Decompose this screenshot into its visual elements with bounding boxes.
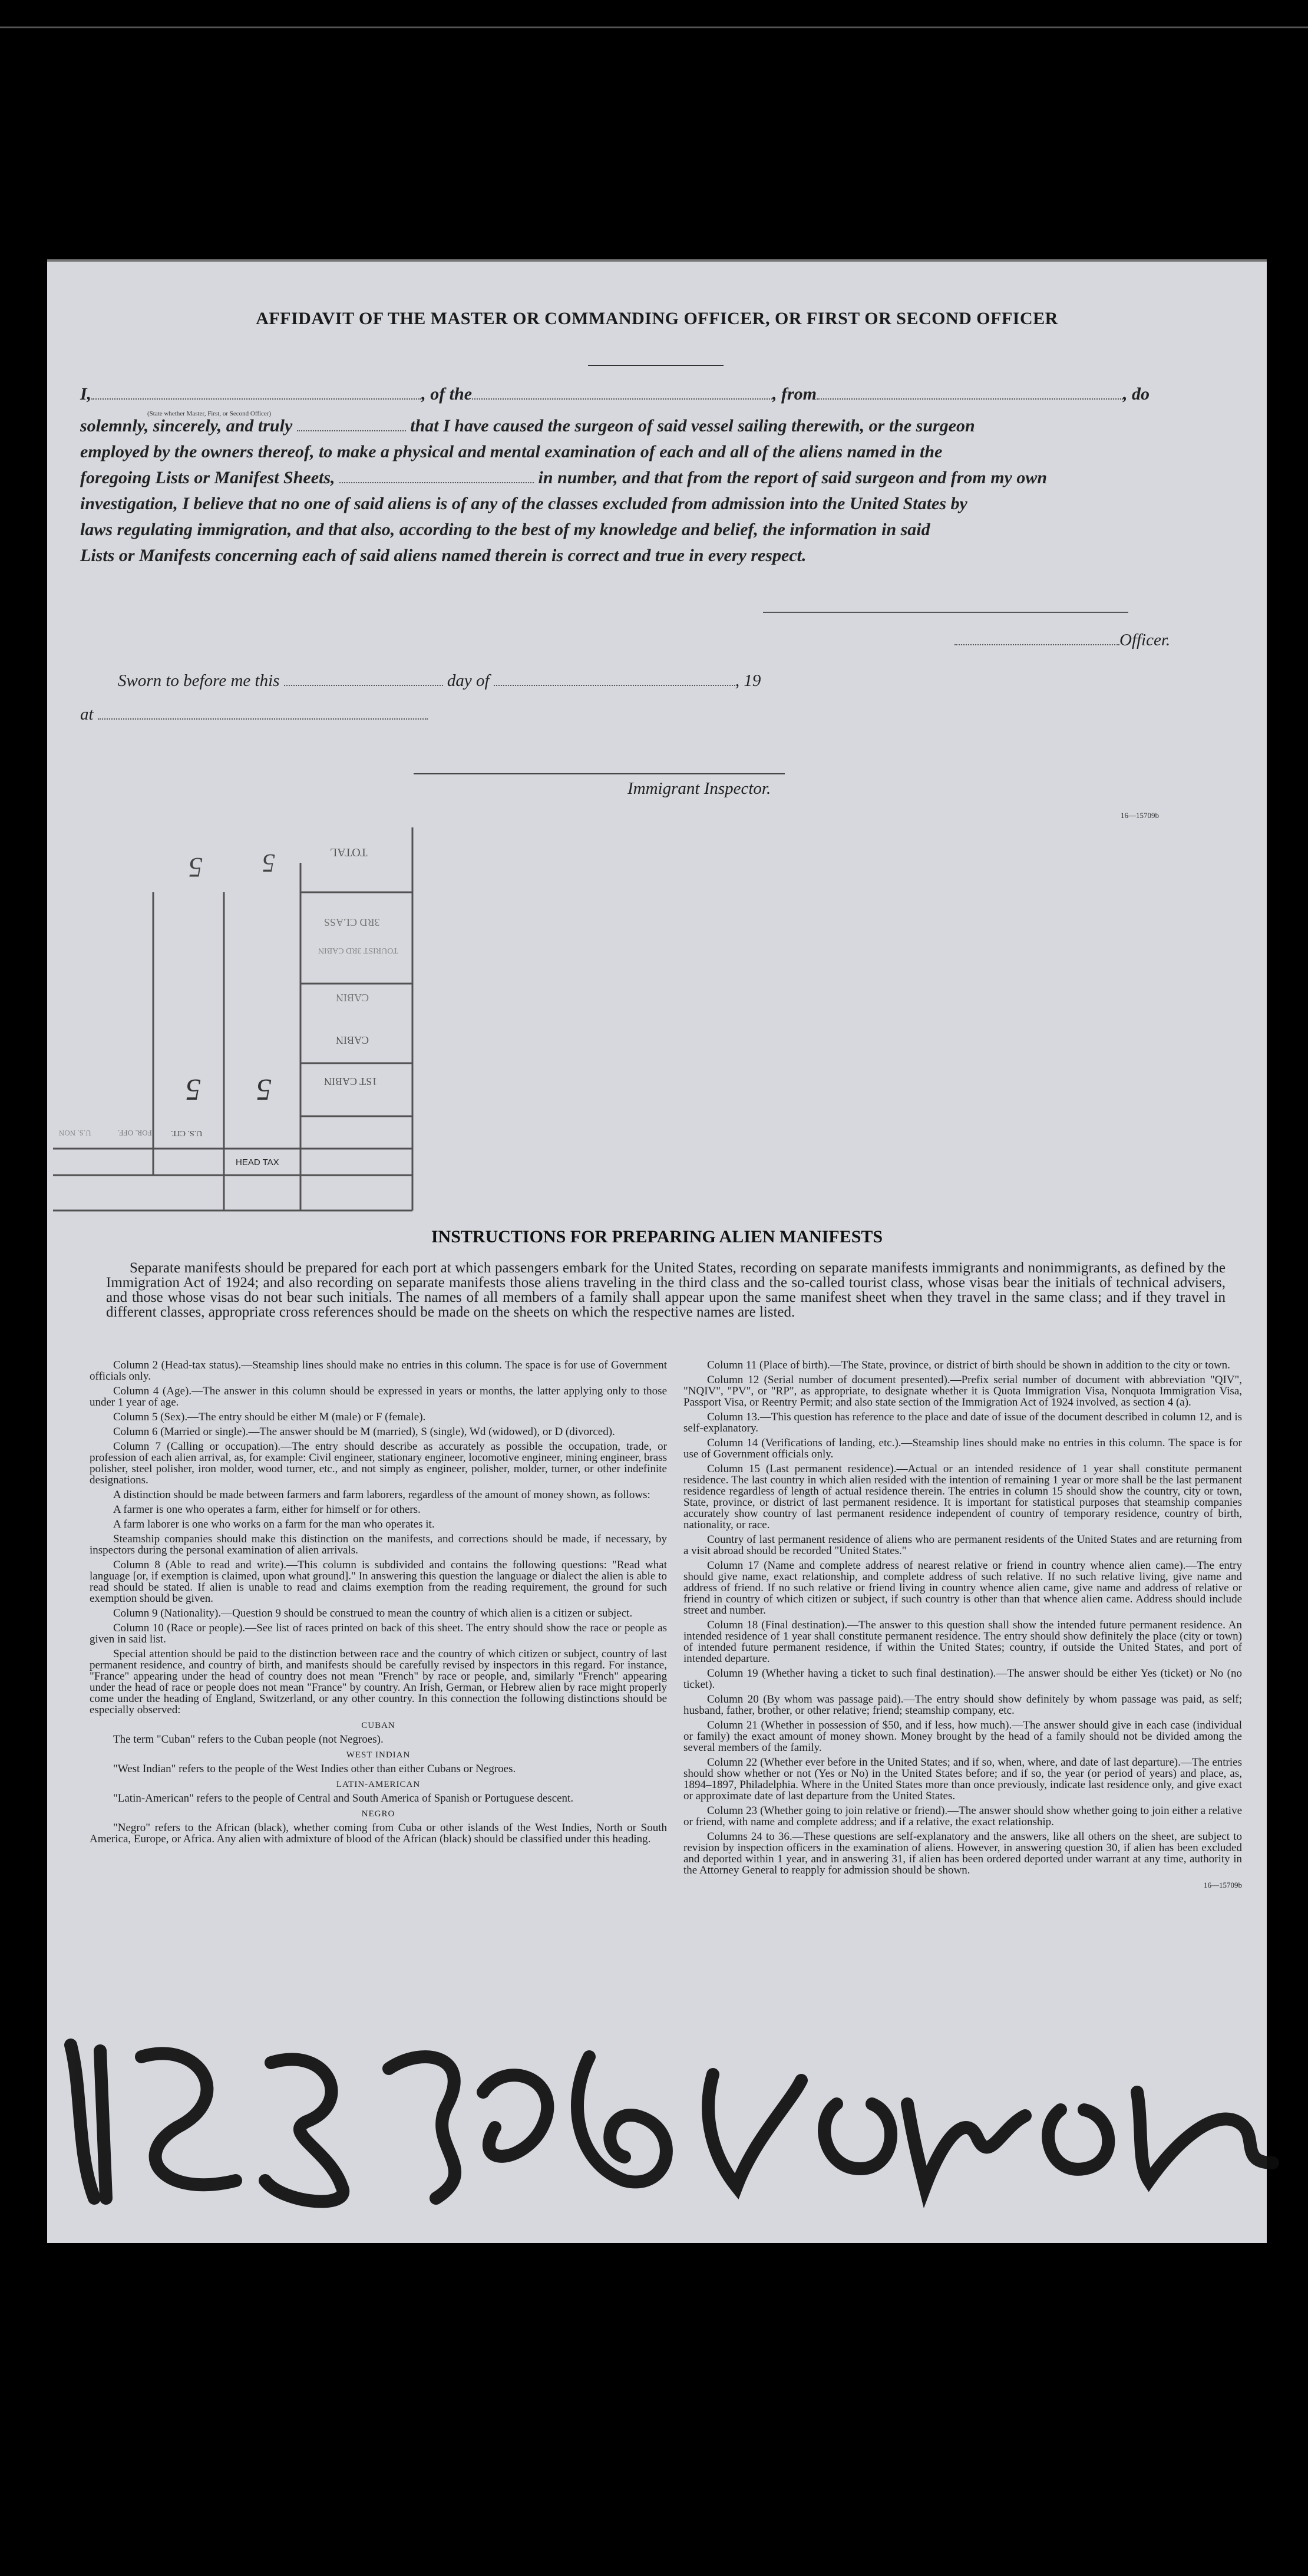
sworn-label: Sworn to before me this: [118, 671, 280, 690]
year-label: , 19: [735, 671, 761, 690]
instruction-us-residents: Country of last permanent residence of aliens who are permanent residents of the United States and are returning from a visit abroad should be recorded "United States.": [683, 1533, 1242, 1557]
instruction-steamship: Steamship companies should make this distinction on the manifests, and corrections should be made, if necessary, by inspectors during the personal examination of alien arrivals.: [90, 1533, 667, 1556]
instruction-col15: Column 15 (Last permanent residence).—Actual or an intended residence of 1 year shall constitute permanent residence. The last country in which alien resided with the intention of remaining 1 year or more shall be the last permanent residence regardless of length of actual residence therein. The entries in column 15 should show the country, city or town, State, province, or district of last permanent residence. It is important for statistical purposes that steamship companies accurately show country of last permanent residence independent of country of temporary residence, country of birth, nationality, or race.: [683, 1463, 1242, 1531]
day-of-label: day of: [447, 671, 490, 690]
officer-label: Officer.: [1119, 631, 1171, 649]
officer-blank[interactable]: [954, 644, 1119, 645]
instruction-col2: Column 2 (Head-tax status).—Steamship lines should make no entries in this column. The space is for use of Government officials only.: [90, 1359, 667, 1383]
instruction-col6: Column 6 (Married or single).—The answer should be M (married), S (single), Wd (widowed), or D (divorced).: [113, 1426, 615, 1438]
instruction-col23: Column 23 (Whether going to join relative or friend).—The answer should show whether going to join either a relative or friend, with name and complete address; and if a relative, the exact relationship.: [683, 1805, 1242, 1828]
affidavit-line-1: [80, 384, 1150, 404]
instruction-col20: Column 20 (By whom was passage paid).—The entry should show definitely by whom passage was paid, as self; husband, father, brother, or other relative; friend; steamship company, etc.: [683, 1693, 1242, 1717]
name-blank[interactable]: [91, 398, 421, 400]
stamp-label-cabin-b: CABIN: [336, 1034, 369, 1046]
stamp-mark-1: 5: [189, 852, 203, 883]
line2-end: that I have caused the surgeon of said vessel sailing therewith, or the surgeon: [410, 416, 975, 436]
stamp-label-for-off: FOR. OFF.: [118, 1129, 152, 1137]
instruction-col17: Column 17 (Name and complete address of nearest relative or friend in country whence alien came).—The entry should give name, exact relationship, and complete address of such relative. If no such relative living, give name and address of friend. If no such relative or friend living in country whence alien came, give name and address of relative or friend in country of which citizen or subject, if such country is other than that whence alien came. Address should include street and number.: [683, 1559, 1242, 1617]
at-place-blank[interactable]: [98, 718, 428, 720]
word-i: I,: [80, 384, 92, 404]
instruction-farm-distinction: A distinction should be made between farmers and farm laborers, regardless of the amount of money shown, as follows:: [113, 1489, 650, 1501]
document-page: [47, 259, 1267, 2243]
stamp-label-us-non: U.S. NON: [59, 1129, 91, 1137]
instruction-col8: Column 8 (Able to read and write).—This column is subdivided and contains the following questions: "Read what language [or, if exemption is claimed, upon what ground]." In answering this question the language or dialect the alien is able to read should be stated. If alien is unable to read and claims exemption from the reading requirement, the ground for such exemption should be given.: [90, 1559, 667, 1605]
stamp-label-us-cit: U.S. CIT.: [171, 1129, 203, 1137]
instruction-col13: Column 13.—This question has reference to the place and date of issue of the document described in column 12, and is self-explanatory.: [683, 1411, 1242, 1434]
instruction-col22: Column 22 (Whether ever before in the United States; and if so, when, where, and date of last departure).—The entries should show whether or not (Yes or No) in the United States before; and if so, the year (or period of years) and place, as, 1894–1897, Philadelphia. Where in the United States more than once previously, indicate last residence only, and give exact or approximate date of last departure from the United States.: [683, 1756, 1242, 1802]
inspector-signature-line: [414, 773, 785, 774]
heading-cuban: CUBAN: [361, 1721, 395, 1730]
instruction-special: Special attention should be paid to the distinction between race and the country of which citizen or subject, country of last permanent residence, and country of birth, and manifests should be carefully revised by inspectors in this regard. For instance, "France" appearing under the head of country does not mean "French" by race or people, and, similarly "French" appearing under the head of race or people does not mean "France" by country. An Irish, German, or Hebrew alien by race might properly come under the heading of England, Switzerland, or any other country. In this connection the following distinctions should be especially observed:: [90, 1648, 667, 1716]
sworn-day-blank[interactable]: [284, 685, 443, 686]
sworn-month-blank[interactable]: [494, 685, 735, 686]
heading-latin-american: LATIN-AMERICAN: [336, 1780, 421, 1789]
instruction-col11: Column 11 (Place of birth).—The State, province, or district of birth should be shown in addition to the city or town.: [707, 1359, 1230, 1371]
instructions-intro: Separate manifests should be prepared for each port at which passengers embark for the United States, recording on separate manifests immigrants and nonimmigrants, as defined by the Immigration Act of 1924; and also recording on separate manifests those aliens traveling in the third class and the so-called tourist class, whose visas bear the initials of technical advisers, and those whose visas do not bear such initials. The names of all members of a family shall appear upon the same manifest sheet when they travel in the same class; and if they travel in different classes, appropriate cross references should be made on the sheets on which the respective names are listed.: [106, 1260, 1226, 1320]
affidavit-line-6: laws regulating immigration, and that also, according to the best of my knowledge and belief, the information in said: [80, 520, 930, 539]
number-blank[interactable]: [339, 482, 534, 483]
instruction-col10: Column 10 (Race or people).—See list of races printed on back of this sheet. The entry should show the race or people as given in said list.: [90, 1622, 667, 1645]
instruction-col24-36: Columns 24 to 36.—These questions are self-explanatory and the answers, like all others on the sheet, are subject to revision by inspection officers in the examination of aliens. However, in answering question 30, if alien has been excluded and deported within 1 year, and in answering 31, if alien has been ordered deported under warrant at any time, authority in the Attorney General to reapply for admission should be shown.: [683, 1830, 1242, 1876]
instruction-west-indian: "West Indian" refers to the people of the West Indies other than either Cubans or Negroes.: [113, 1763, 516, 1775]
at-label: at: [80, 705, 94, 724]
stamp-mark-3: 5: [186, 1073, 201, 1106]
instructions-left-column: [90, 1360, 667, 1848]
affidavit-line-3: employed by the owners thereof, to make a physical and mental examination of each and all of the aliens named in the: [80, 442, 943, 461]
inspector-label: Immigrant Inspector.: [627, 779, 771, 798]
at-line: [80, 705, 428, 724]
instruction-latin-american: "Latin-American" refers to the people of Central and South America of Spanish or Portuguese descent.: [113, 1792, 574, 1805]
line2-start: solemnly, sincerely, and truly: [80, 416, 293, 436]
word-from: , from: [772, 384, 817, 404]
stamp-label-cabin-a: CABIN: [336, 992, 369, 1004]
stamp-label-total: TOTAL: [330, 846, 368, 859]
word-do: , do: [1123, 384, 1150, 404]
stamp-label-head-tax: HEAD TAX: [236, 1157, 279, 1167]
instruction-cuban: The term "Cuban" refers to the Cuban people (not Negroes).: [113, 1733, 384, 1746]
affidavit-line-5: investigation, I believe that no one of said aliens is of any of the classes excluded from admission into the United States by: [80, 494, 967, 513]
heading-negro: NEGRO: [361, 1809, 395, 1819]
vessel-blank[interactable]: [472, 398, 772, 400]
top-border: [0, 27, 1308, 28]
line4-end: in number, and that from the report of said surgeon and from my own: [538, 468, 1048, 487]
instruction-col4: Column 4 (Age).—The answer in this column should be expressed in years or months, the latter applying only to those under 1 year of age.: [90, 1385, 667, 1409]
instruction-farm-laborer: A farm laborer is one who works on a farm for the man who operates it.: [113, 1518, 435, 1531]
stamp-mark-2: 5: [262, 849, 275, 878]
instruction-col12: Column 12 (Serial number of document presented).—Prefix serial number of document with abbreviation "QIV", "NQIV", "PV", or "RP", as appropriate, to designate whether it is Quota Immigration Visa, Nonquota Immigration Visa, Passport Visa, or Reentry Permit; and also state section of the Immigration Act of 1924 involved, as section 4 (a).: [683, 1374, 1242, 1409]
heading-west-indian: WEST INDIAN: [346, 1750, 411, 1760]
stamp-labels: [47, 827, 424, 1216]
instruction-col18: Column 18 (Final destination).—The answer to this question shall show the intended future permanent residence. An intended residence of 1 year shall constitute permanent residence. The entry should show definitely the place (city or town) of intended future permanent residence, if within the United States; country, if outside the United States, and port of intended departure.: [683, 1619, 1242, 1665]
instructions-right-column: [683, 1360, 1242, 1894]
form-number-bottom: 16—15709b: [1204, 1881, 1242, 1889]
affidavit-title: AFFIDAVIT OF THE MASTER OR COMMANDING OFFICER, OR FIRST OR SECOND OFFICER: [256, 309, 1058, 328]
officer-line: [954, 631, 1170, 650]
affidavit-line-4: [80, 468, 1047, 488]
instruction-negro: "Negro" refers to the African (black), whether coming from Cuba or other islands of the West Indies, North or South America, Europe, or Africa. Any alien with admixture of blood of the African (black) should be classified under this heading.: [90, 1822, 667, 1845]
line4-start: foregoing Lists or Manifest Sheets,: [80, 468, 335, 487]
instruction-col7: Column 7 (Calling or occupation).—The entry should describe as accurately as possible the occupation, trade, or profession of each alien arrival, as, for example: Civil engineer, stationary engineer, locomotive engineer, mining engineer, brass polisher, steel polisher, iron molder, wood turner, etc., and not simply as engineer, polisher, molder, turner, or other indefinite designations.: [90, 1440, 667, 1486]
stamp-mark-4: 5: [256, 1073, 272, 1106]
manner-blank[interactable]: [297, 430, 406, 431]
instruction-farmer: A farmer is one who operates a farm, either for himself or for others.: [113, 1503, 421, 1516]
handwritten-scrawl: [59, 2021, 1284, 2210]
instruction-col5: Column 5 (Sex).—The entry should be either M (male) or F (female).: [113, 1411, 426, 1423]
port-blank[interactable]: [817, 398, 1123, 400]
signature-line: [763, 612, 1128, 613]
stamp-label-tourist: TOURIST 3RD CABIN: [318, 946, 398, 955]
instructions-title: INSTRUCTIONS FOR PREPARING ALIEN MANIFESTS: [431, 1227, 883, 1246]
instruction-col19: Column 19 (Whether having a ticket to such final destination).—The answer should be either Yes (ticket) or No (no ticket).: [683, 1667, 1242, 1691]
title-underline: [588, 365, 724, 366]
affidavit-line-7: Lists or Manifests concerning each of said aliens named therein is correct and true in every respect.: [80, 546, 807, 565]
instruction-col9: Column 9 (Nationality).—Question 9 should be construed to mean the country of which alien is a citizen or subject.: [113, 1607, 633, 1620]
sworn-line: [118, 671, 761, 691]
instruction-col21: Column 21 (Whether in possession of $50, and if less, how much).—The answer should give in each case (individual or family) the exact amount of money shown. Money brought by the head of a family should not be divided among the several members of the family.: [683, 1719, 1242, 1754]
affidavit-line-2: [80, 416, 975, 436]
form-number: 16—15709b: [1121, 811, 1159, 820]
stamp-label-1st-cabin: 1ST CABIN: [324, 1076, 378, 1087]
instruction-col14: Column 14 (Verifications of landing, etc.).—Steamship lines should make no entries in this column. The space is for use of Government officials only.: [683, 1437, 1242, 1460]
word-of-the: , of the: [421, 384, 473, 404]
state-note: (State whether Master, First, or Second Officer): [147, 410, 272, 417]
stamp-label-3rd-class: 3RD CLASS: [324, 916, 380, 928]
